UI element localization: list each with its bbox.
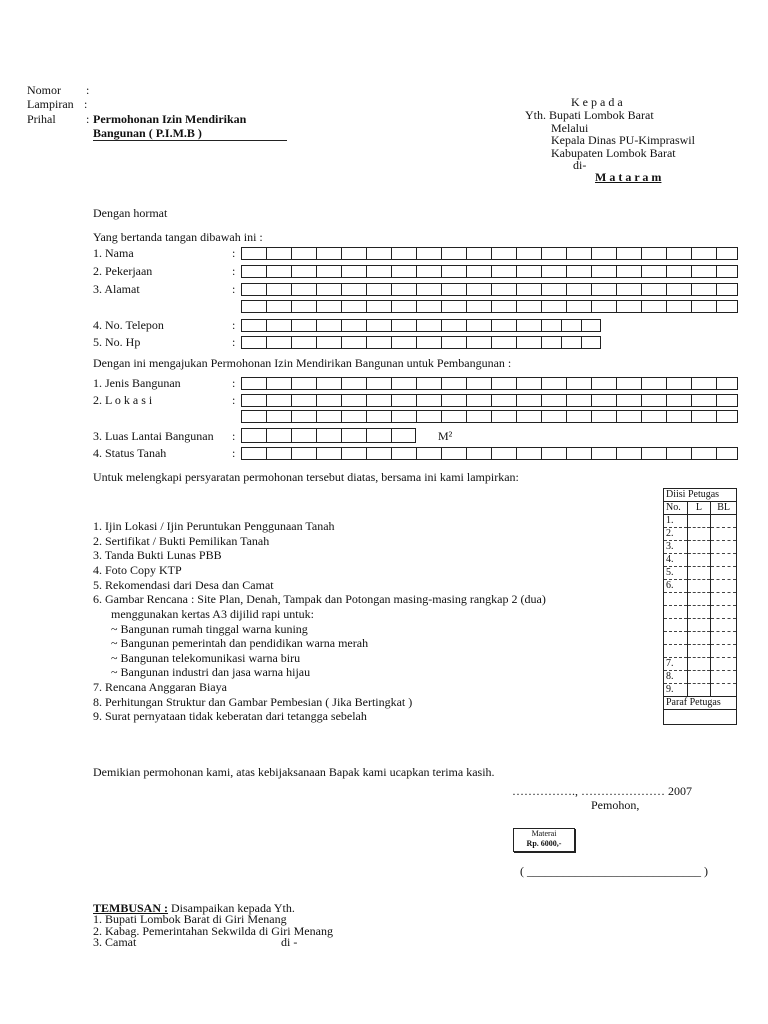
- request-line: Dengan ini mengajukan Permohonan Izin Mendirikan Bangunan untuk Pembangunan :: [93, 356, 512, 370]
- check-cell-bl[interactable]: [711, 580, 737, 593]
- requirement-item: 3. Tanda Bukti Lunas PBB: [93, 548, 222, 562]
- checklist-no: 7.: [664, 658, 688, 671]
- check-cell-bl[interactable]: [711, 671, 737, 684]
- checklist-no: 8.: [664, 671, 688, 684]
- input-boxes-alamat-1[interactable]: [241, 283, 738, 296]
- check-cell-bl[interactable]: [711, 593, 737, 606]
- check-cell-l[interactable]: [687, 632, 711, 645]
- checklist-no: [664, 593, 688, 606]
- check-cell-l[interactable]: [687, 658, 711, 671]
- field-label-jenis: 1. Jenis Bangunan: [93, 376, 181, 390]
- check-cell-bl[interactable]: [711, 515, 737, 528]
- input-boxes-lokasi-2[interactable]: [241, 410, 738, 423]
- checklist-no: 9.: [664, 684, 688, 697]
- input-boxes-jenis[interactable]: [241, 377, 738, 390]
- requirement-item: 6. Gambar Rencana : Site Plan, Denah, Tampak dan Potongan masing-masing rangkap 2 (dua): [93, 592, 546, 606]
- check-cell-l[interactable]: [687, 554, 711, 567]
- checklist-no: 4.: [664, 554, 688, 567]
- lampiran-colon: :: [84, 97, 88, 111]
- check-cell-bl[interactable]: [711, 554, 737, 567]
- tembusan-subtitle: Disampaikan kepada Yth.: [168, 901, 295, 915]
- check-cell-bl[interactable]: [711, 541, 737, 554]
- prihal-label: Prihal: [27, 112, 56, 126]
- field-label-pekerjaan: 2. Pekerjaan: [93, 264, 153, 278]
- input-boxes-pekerjaan[interactable]: [241, 265, 738, 278]
- check-cell-l[interactable]: [687, 619, 711, 632]
- nomor-label: Nomor: [27, 83, 61, 97]
- field-colon: :: [232, 376, 236, 390]
- tembusan-item: 1. Bupati Lombok Barat di Giri Menang: [93, 912, 287, 926]
- yth-line: Yth. Bupati Lombok Barat: [525, 108, 654, 122]
- check-cell-bl[interactable]: [711, 658, 737, 671]
- check-cell-bl[interactable]: [711, 645, 737, 658]
- petugas-title: Diisi Petugas: [664, 489, 737, 502]
- checklist-no: [664, 632, 688, 645]
- dinas-line: Kepala Dinas PU-Kimpraswil: [551, 133, 695, 147]
- field-colon: :: [232, 282, 236, 296]
- intro-line: Yang bertanda tangan dibawah ini :: [93, 230, 263, 244]
- col-no-header: No.: [664, 502, 688, 515]
- lampiran-label: Lampiran: [27, 97, 74, 111]
- closing-line: Demikian permohonan kami, atas kebijaksanaan Bapak kami ucapkan terima kasih.: [93, 765, 495, 779]
- field-colon: :: [232, 335, 236, 349]
- requirement-item: 2. Sertifikat / Bukti Pemilikan Tanah: [93, 534, 270, 548]
- check-cell-l[interactable]: [687, 645, 711, 658]
- check-cell-bl[interactable]: [711, 684, 737, 697]
- materai-line1: Materai: [531, 829, 557, 838]
- field-label-alamat: 3. Alamat: [93, 282, 140, 296]
- kabupaten-line: Kabupaten Lombok Barat: [551, 146, 676, 160]
- pemohon-label: Pemohon,: [591, 798, 640, 812]
- checklist-no: 6.: [664, 580, 688, 593]
- date-line[interactable]: ……………., ………………… 2007: [512, 784, 692, 798]
- field-colon: :: [232, 446, 236, 460]
- requirement-item: ~ Bangunan industri dan jasa warna hijau: [93, 665, 311, 679]
- check-cell-bl[interactable]: [711, 619, 737, 632]
- field-label-status: 4. Status Tanah: [93, 446, 167, 460]
- attach-intro: Untuk melengkapi persyaratan permohonan tersebut diatas, bersama ini kami lampirkan:: [93, 470, 519, 484]
- input-boxes-luas[interactable]: [241, 428, 416, 443]
- materai-line2: Rp. 6000,-: [526, 839, 562, 848]
- input-boxes-telepon[interactable]: [241, 319, 601, 332]
- tembusan-item: 2. Kabag. Pemerintahan Sekwilda di Giri Menang: [93, 924, 333, 938]
- tembusan-item: 3. Camat: [93, 935, 137, 949]
- greeting: Dengan hormat: [93, 206, 168, 220]
- paraf-petugas-cell[interactable]: [664, 710, 737, 725]
- check-cell-l[interactable]: [687, 567, 711, 580]
- check-cell-bl[interactable]: [711, 567, 737, 580]
- input-boxes-nama[interactable]: [241, 247, 738, 260]
- requirement-item: ~ Bangunan pemerintah dan pendidikan warna merah: [93, 636, 369, 650]
- check-cell-l[interactable]: [687, 541, 711, 554]
- input-boxes-alamat-2[interactable]: [241, 300, 738, 313]
- checklist-no: [664, 619, 688, 632]
- unit-m2: M²: [438, 429, 453, 443]
- requirement-item: 9. Surat pernyataan tidak keberatan dari tetangga sebelah: [93, 709, 367, 723]
- check-cell-l[interactable]: [687, 606, 711, 619]
- field-label-lokasi: 2. L o k a s i: [93, 393, 153, 407]
- petugas-checklist-table: [663, 488, 737, 725]
- prihal-colon: :: [86, 112, 90, 126]
- field-label-telepon: 4. No. Telepon: [93, 318, 164, 332]
- requirement-item: menggunakan kertas A3 dijilid rapi untuk:: [93, 607, 314, 621]
- col-bl-header: BL: [711, 502, 737, 515]
- requirement-item: 1. Ijin Lokasi / Ijin Peruntukan Penggunaan Tanah: [93, 519, 335, 533]
- field-label-luas: 3. Luas Lantai Bangunan: [93, 429, 214, 443]
- field-label-nama: 1. Nama: [93, 246, 134, 260]
- kepada: K e p a d a: [571, 95, 623, 109]
- tembusan-di: di -: [281, 935, 298, 949]
- kota-line: M a t a r a m: [595, 170, 662, 184]
- prihal-line1: Permohonan Izin Mendirikan: [93, 112, 247, 126]
- tembusan-title: TEMBUSAN :: [93, 901, 169, 915]
- check-cell-l[interactable]: [687, 528, 711, 541]
- field-colon: :: [232, 246, 236, 260]
- requirement-item: ~ Bangunan rumah tinggal warna kuning: [93, 622, 308, 636]
- di-line: di-: [573, 158, 587, 172]
- prihal-line2: Bangunan ( P.I.M.B ): [93, 126, 287, 141]
- checklist-no: 3.: [664, 541, 688, 554]
- melalui-line: Melalui: [551, 121, 589, 135]
- input-boxes-hp[interactable]: [241, 336, 601, 349]
- input-boxes-status[interactable]: [241, 447, 738, 460]
- field-label-hp: 5. No. Hp: [93, 335, 141, 349]
- check-cell-l[interactable]: [687, 515, 711, 528]
- checklist-no: [664, 645, 688, 658]
- check-cell-l[interactable]: [687, 671, 711, 684]
- requirement-item: 8. Perhitungan Struktur dan Gambar Pembesian ( Jika Bertingkat ): [93, 695, 413, 709]
- check-cell-l[interactable]: [687, 580, 711, 593]
- field-colon: :: [232, 318, 236, 332]
- input-boxes-lokasi-1[interactable]: [241, 394, 738, 407]
- check-cell-l[interactable]: [687, 593, 711, 606]
- requirement-item: 5. Rekomendasi dari Desa dan Camat: [93, 578, 274, 592]
- requirement-item: 7. Rencana Anggaran Biaya: [93, 680, 227, 694]
- field-colon: :: [232, 393, 236, 407]
- checklist-no: 1.: [664, 515, 688, 528]
- checklist-no: 5.: [664, 567, 688, 580]
- nomor-colon: :: [86, 83, 90, 97]
- check-cell-l[interactable]: [687, 684, 711, 697]
- checklist-no: [664, 606, 688, 619]
- materai-stamp: [513, 828, 575, 852]
- field-colon: :: [232, 429, 236, 443]
- requirement-item: 4. Foto Copy KTP: [93, 563, 182, 577]
- check-cell-bl[interactable]: [711, 632, 737, 645]
- check-cell-bl[interactable]: [711, 528, 737, 541]
- field-colon: :: [232, 264, 236, 278]
- paraf-petugas-label: Paraf Petugas: [664, 697, 737, 710]
- signature-name-line[interactable]: ( _____________________________ ): [520, 864, 708, 878]
- requirement-item: ~ Bangunan telekomunikasi warna biru: [93, 651, 301, 665]
- checklist-no: 2.: [664, 528, 688, 541]
- check-cell-bl[interactable]: [711, 606, 737, 619]
- col-l-header: L: [687, 502, 711, 515]
